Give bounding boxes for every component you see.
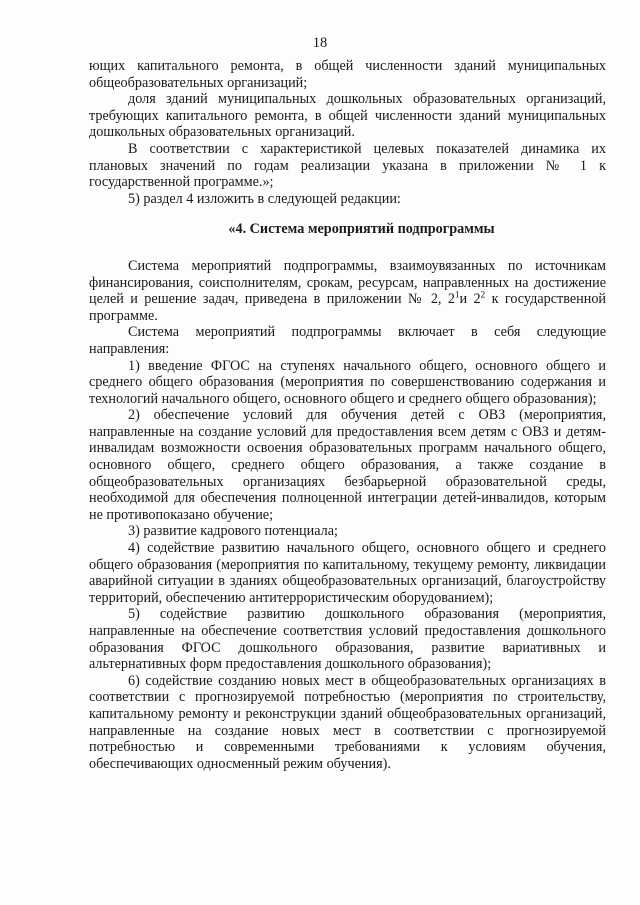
list-item-3: 3) развитие кадрового потенциала; (128, 523, 338, 540)
superscript-2: 2 (480, 289, 486, 300)
page-number: 18 (312, 35, 328, 51)
section-heading: «4. Система мероприятий подпрограммы (228, 221, 495, 238)
superscript-1: 1 (455, 289, 460, 300)
list-item-5: 5) содействие развитию дошкольного образования (мероприятия, направленные на обеспечение соответствия условий предоставления дошкольного образования ФГОС дошкольного образования, развитие вариативных и альтернативных форм предоставления дошкольного образования); (89, 606, 606, 673)
spacer (89, 238, 606, 258)
intro-text-before: Система мероприятий подпрограммы, взаимоувязанных по источникам финансирования, соисполнителям, срокам, ресурсам, направленных на достижение целей и решение задач, приведена в приложении № 2, 2 (89, 257, 606, 308)
intro-text-after: к государственной программе. (89, 291, 607, 324)
list-item-1: 1) введение ФГОС на ступенях начального общего, основного общего и среднего общего образования (мероприятия по совершенствованию содержания и технологий начального общего, основного общего и среднего общего образования); (89, 357, 606, 407)
intro-text-middle: и 2 (459, 291, 481, 308)
paragraph-directions-intro: Система мероприятий подпрограммы включает в себя следующие направления: (89, 324, 606, 357)
spacer (89, 207, 606, 221)
paragraph-section-4-instruction: 5) раздел 4 изложить в следующей редакции: (128, 190, 401, 207)
document-body (89, 58, 606, 772)
list-item-4: 4) содействие развитию начального общего, основного общего и среднего общего образования (мероприятия по капитальному, текущему ремонту, ликвидации аварийной ситуации в зданиях общеобразовательных организаций, благоустройству территорий, обеспечению антитеррористическим оборудованием); (89, 540, 606, 606)
paragraph-target-indicators: В соответствии с характеристикой целевых показателей динамика их плановых значений по годам реализации указана в приложении № 1 к государственной программе.»; (89, 140, 606, 191)
paragraph-preschool-share: доля зданий муниципальных дошкольных образовательных организаций, требующих капитального ремонта, в общей численности зданий муниципальных дошкольных образовательных организаций. (89, 91, 606, 141)
list-item-2: 2) обеспечение условий для обучения детей с ОВЗ (мероприятия, направленные на создание условий для предоставления всем детям с ОВЗ и детям-инвалидам возможности освоения образовательных программ начального общего, основного общего, среднего общего образования, а также создание в общеобразовательных организациях безбарьерной образовательной среды, необходимой для обеспечения полноценной интеграции детей-инвалидов, которым не противопоказано обучение; (89, 407, 606, 523)
paragraph-continuation: ющих капитального ремонта, в общей численности зданий муниципальных общеобразовательных организаций; (89, 58, 606, 91)
list-item-6: 6) содействие созданию новых мест в общеобразовательных организациях в соответствии с прогнозируемой потребностью (мероприятия по строительству, капитальному ремонту и реконструкции зданий общеобразовательных организаций, направленные на создание новых мест в соответствии с прогнозируемой потребностью и современными требованиями к условиям обучения, обеспечивающих односменный режим обучения). (89, 672, 606, 772)
paragraph-intro (89, 258, 606, 324)
